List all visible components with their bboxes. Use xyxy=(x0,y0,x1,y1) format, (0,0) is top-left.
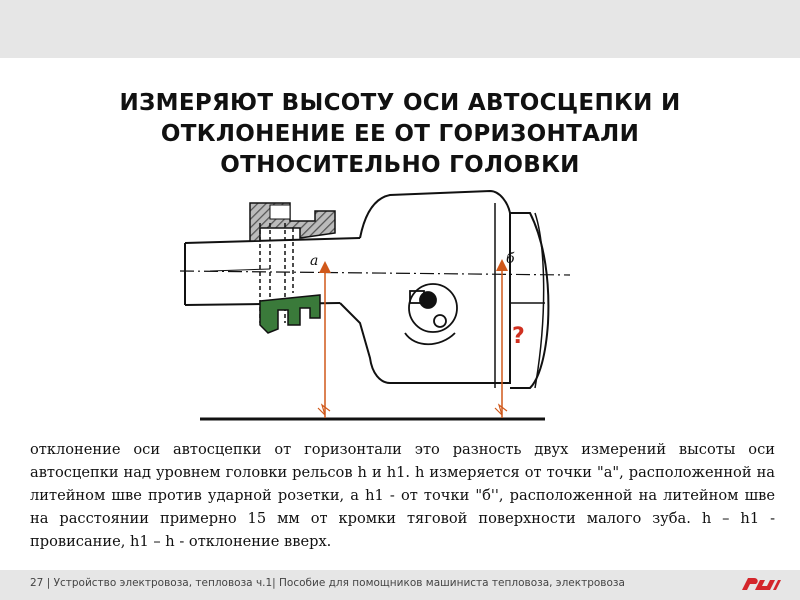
title-line: ОТНОСИТЕЛЬНО ГОЛОВКИ xyxy=(220,152,580,178)
axis-line xyxy=(180,271,570,275)
slide-title xyxy=(60,88,740,181)
question-mark: ? xyxy=(512,324,525,349)
title-line: ИЗМЕРЯЮТ ВЫСОТУ ОСИ АВТОСЦЕПКИ И xyxy=(119,90,681,116)
footer-band xyxy=(0,570,800,600)
point-a-label: а xyxy=(310,253,319,269)
lock-mechanism xyxy=(405,284,457,344)
rzd-logo-icon xyxy=(740,574,782,596)
coupler-diagram xyxy=(150,183,620,433)
header-band xyxy=(0,0,800,58)
footer-text: 27 | Устройство электровоза, тепловоза ч.1| Пособие для помощников машиниста тепловоза, электровоза xyxy=(30,577,625,589)
coupler-head xyxy=(340,191,548,388)
point-b-label: б xyxy=(506,251,515,267)
title-line: ОТКЛОНЕНИЕ ЕЕ ОТ ГОРИЗОНТАЛИ xyxy=(160,121,640,147)
measurement-h1 xyxy=(495,265,507,418)
green-casting xyxy=(260,295,320,333)
explanation-text: отклонение оси автосцепки от горизонтали это разность двух измерений высоты оси автосцепки над уровнем головки рельсов h и h1. h измеряется от точки "а", расположенной на литейном шве против ударной розетки, а h1 - от точки "б'', расположенной на литейном шве на расстоянии примерно 15 мм от кромки тяговой поверхности малого зуба. h – h1 - провисание, h1 – h - отклонение вверх. xyxy=(30,441,775,550)
measurement-h xyxy=(318,267,330,418)
